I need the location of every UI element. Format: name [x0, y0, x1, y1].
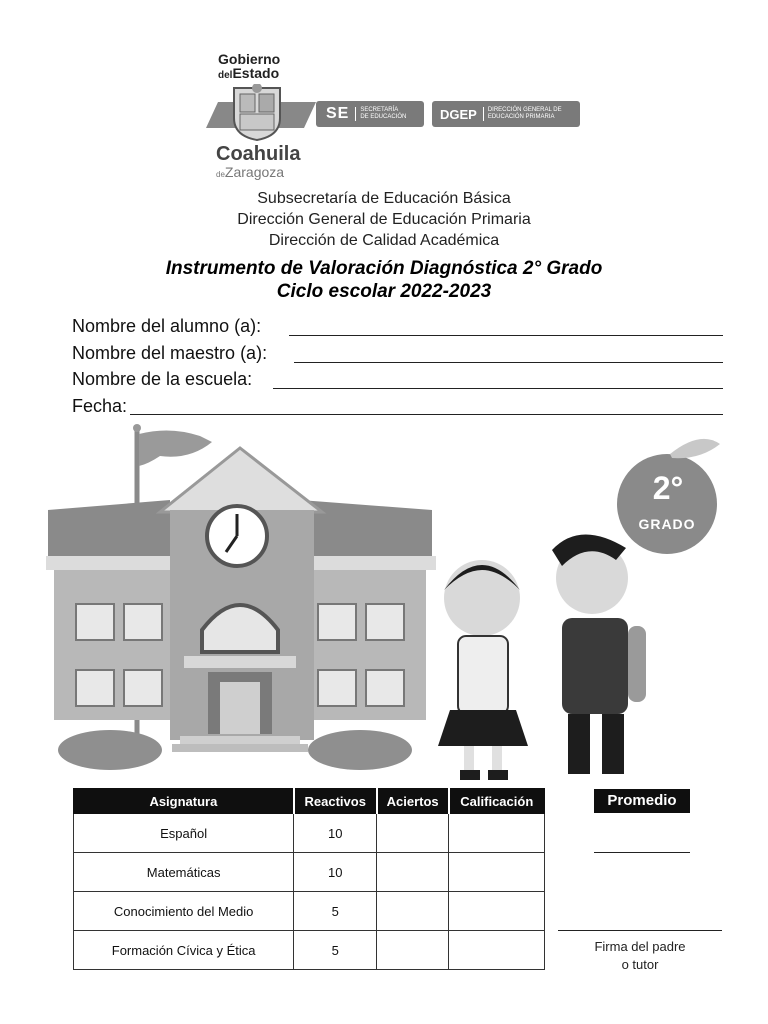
de-label: de — [216, 170, 225, 179]
student-name-line[interactable] — [289, 335, 723, 336]
table-row — [74, 931, 545, 970]
se-badge — [316, 101, 424, 127]
state-subname — [216, 164, 284, 180]
apple-grade-number: 2° — [652, 470, 684, 506]
dgep-text — [483, 107, 562, 121]
aciertos-cell[interactable] — [377, 892, 449, 931]
grades-header-row — [74, 789, 545, 814]
signature-caption — [560, 938, 720, 974]
dgep-badge — [432, 101, 580, 127]
subject-cell: Conocimiento del Medio — [74, 892, 294, 931]
calificacion-cell[interactable] — [449, 931, 545, 970]
reactivos-cell: 10 — [294, 814, 377, 853]
school-name-label: Nombre de la escuela: — [72, 369, 253, 389]
table-row — [74, 853, 545, 892]
estado-label: Estado — [232, 65, 280, 81]
date-label: Fecha: — [72, 396, 128, 416]
dgep-line2: EDUCACIÓN PRIMARIA — [487, 114, 555, 120]
subject-cell: Español — [74, 814, 294, 853]
calificacion-cell[interactable] — [449, 814, 545, 853]
aciertos-cell[interactable] — [377, 814, 449, 853]
gobierno-logo-text — [218, 52, 298, 83]
student-name-label: Nombre del alumno (a): — [72, 316, 262, 336]
se-abbr: SE — [326, 105, 350, 122]
dgep-abbr: DGEP — [440, 106, 477, 122]
promedio-label: Promedio — [594, 789, 690, 813]
apple-grade-word: GRADO — [638, 516, 696, 532]
col-header-reactivos: Reactivos — [294, 789, 377, 814]
teacher-name-label: Nombre del maestro (a): — [72, 343, 268, 363]
se-line1: SECRETARÍA — [360, 107, 399, 113]
se-line2: DE EDUCACIÓN — [360, 114, 407, 120]
calificacion-cell[interactable] — [449, 892, 545, 931]
coat-of-arms-icon — [226, 84, 288, 142]
col-header-calificacion: Calificación — [449, 789, 545, 814]
school-illustration — [40, 420, 730, 785]
reactivos-cell: 5 — [294, 892, 377, 931]
subtitle-subsecretaria: Subsecretaría de Educación Básica — [257, 190, 511, 207]
firma-line1: Firma del padre — [594, 939, 686, 954]
document-title: Instrumento de Valoración Diagnóstica 2° Grado — [165, 258, 603, 279]
aciertos-cell[interactable] — [377, 853, 449, 892]
firma-line2: o tutor — [621, 957, 659, 972]
col-header-aciertos: Aciertos — [377, 789, 449, 814]
se-text — [355, 107, 406, 121]
reactivos-cell: 10 — [294, 853, 377, 892]
subject-cell: Matemáticas — [74, 853, 294, 892]
grades-table — [73, 788, 545, 970]
col-header-asignatura: Asignatura — [74, 789, 294, 814]
dgep-line1: DIRECCIÓN GENERAL DE — [487, 107, 562, 113]
estado-line — [218, 66, 298, 83]
gobierno-label: Gobierno — [218, 51, 281, 67]
table-row — [74, 892, 545, 931]
date-line[interactable] — [130, 414, 723, 415]
school-name-line[interactable] — [273, 388, 723, 389]
calificacion-cell[interactable] — [449, 853, 545, 892]
del-label: del — [218, 70, 233, 81]
subject-cell: Formación Cívica y Ética — [74, 931, 294, 970]
table-row — [74, 814, 545, 853]
state-name: Coahuila — [216, 143, 301, 165]
subtitle-direccion-general: Dirección General de Educación Primaria — [237, 211, 531, 228]
teacher-name-line[interactable] — [294, 362, 723, 363]
subtitle-calidad: Dirección de Calidad Académica — [268, 232, 500, 249]
school-year: Ciclo escolar 2022-2023 — [276, 281, 492, 302]
aciertos-cell[interactable] — [377, 931, 449, 970]
signature-line[interactable] — [558, 930, 722, 931]
zaragoza-label: Zaragoza — [224, 164, 285, 180]
promedio-line[interactable] — [594, 852, 690, 853]
reactivos-cell: 5 — [294, 931, 377, 970]
